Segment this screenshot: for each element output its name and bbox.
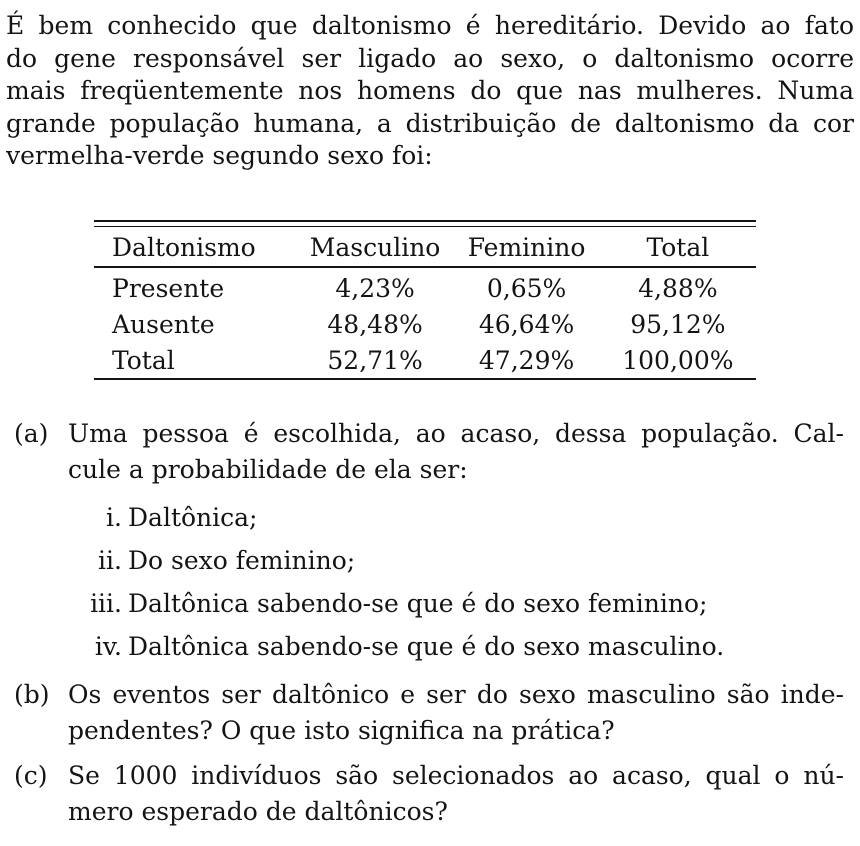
cell-value: 46,64% <box>478 309 575 339</box>
cell-value: 4,23% <box>335 273 415 303</box>
intro-paragraph <box>6 10 854 173</box>
cell-value: 0,65% <box>486 273 567 303</box>
table-header-row <box>94 228 756 266</box>
subquestion-text: Do sexo feminino; <box>128 546 356 575</box>
subquestion-number: iv. <box>94 632 122 661</box>
question-line: pendentes? O que isto significa na prática? <box>68 716 615 745</box>
header-total: Total <box>646 232 710 262</box>
question-line: cule a probabilidade de ela ser: <box>68 455 468 484</box>
intro-line: do gene responsável ser ligado ao sexo, o daltonismo ocorre <box>6 43 854 73</box>
subquestion-item <box>0 539 860 582</box>
subquestion-number: i. <box>106 503 122 532</box>
subquestion-text: Daltônica; <box>128 503 258 532</box>
question-line: Os eventos ser daltônico e ser do sexo masculino são inde- <box>68 680 844 709</box>
question-text <box>68 758 844 830</box>
question-label: (a) <box>14 419 49 448</box>
cell-value: 48,48% <box>327 309 423 339</box>
intro-line: mais freqüentemente nos homens do que nas mulheres. Numa <box>6 76 854 105</box>
row-label: Total <box>112 345 175 375</box>
questions-list <box>0 416 860 839</box>
header-feminino: Feminino <box>467 232 586 262</box>
intro-line: É bem conhecido que daltonismo é hereditário. Devido ao fato <box>6 11 854 40</box>
table-bottom-rule <box>94 378 756 380</box>
subquestion-item <box>0 625 860 668</box>
question-b <box>0 677 860 749</box>
data-table <box>94 228 756 378</box>
question-label: (b) <box>14 680 50 709</box>
cell-value: 100,00% <box>622 345 734 375</box>
cell-value: 47,29% <box>478 345 575 375</box>
row-label: Ausente <box>112 309 215 339</box>
intro-line: vermelha-verde segundo sexo foi: <box>6 141 433 170</box>
table-row <box>94 342 756 378</box>
question-line: mero esperado de daltônicos? <box>68 797 448 826</box>
question-line: Uma pessoa é escolhida, ao acaso, dessa população. Cal- <box>68 419 844 448</box>
question-text <box>68 416 844 488</box>
header-daltonismo: Daltonismo <box>112 232 256 262</box>
table-row <box>94 306 756 342</box>
cell-value: 95,12% <box>630 309 726 339</box>
row-label: Presente <box>112 273 225 303</box>
question-text <box>68 677 844 749</box>
table-top-rule <box>94 220 756 222</box>
header-masculino: Masculino <box>309 232 441 262</box>
subquestion-number: iii. <box>90 589 122 618</box>
question-a <box>0 416 860 668</box>
subquestion-list <box>0 496 860 668</box>
subquestion-number: ii. <box>98 546 122 575</box>
subquestion-item <box>0 496 860 539</box>
table-top-rule-thin <box>94 226 756 227</box>
cell-value: 4,88% <box>638 273 718 303</box>
subquestion-item <box>0 582 860 625</box>
intro-line: grande população humana, a distribuição de daltonismo da cor <box>6 108 854 138</box>
subquestion-text: Daltônica sabendo-se que é do sexo masculino. <box>128 632 725 661</box>
question-c <box>0 758 860 830</box>
table-row <box>94 266 756 306</box>
cell-value: 52,71% <box>327 345 423 375</box>
question-label: (c) <box>14 761 48 790</box>
subquestion-text: Daltônica sabendo-se que é do sexo feminino; <box>128 589 708 618</box>
question-line: Se 1000 indivíduos são selecionados ao acaso, qual o nú- <box>68 761 844 790</box>
